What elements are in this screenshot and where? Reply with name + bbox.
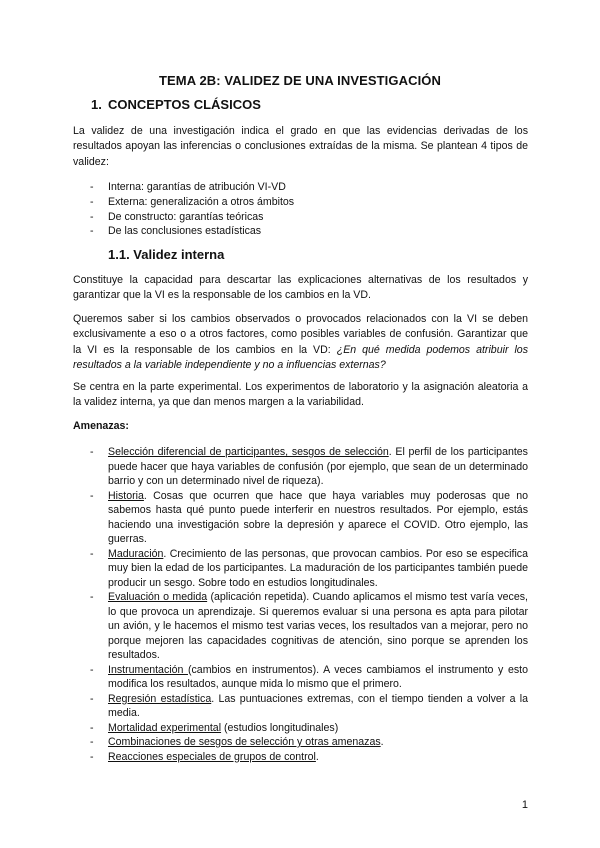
list-item: - Historia. Cosas que ocurren que hace que haya variables muy poderosas que no sabemos hasta qué punto puede interferir en nuestros resultados. Por ejemplo, estás haciendo una investigación sobre la depresión y aparece el COVID. Otro ejemplo, las guerras. (90, 489, 528, 545)
threats-heading: Amenazas: (73, 420, 129, 432)
subsection-heading: 1.1. Validez interna (108, 247, 225, 262)
paragraph-1: Constituye la capacidad para descartar las explicaciones alternativas de los resultados y garantizar que la VI es la responsable de los cambios en la VD. (73, 274, 528, 302)
threats-list (90, 445, 528, 764)
list-item: - Regresión estadística. Las puntuaciones extremas, con el tiempo tienden a volver a la media. (90, 692, 528, 719)
intro-paragraph: La validez de una investigación indica el grado en que las evidencias derivadas de los resultados apoyan las inferencias o conclusiones extraídas de la misma. Se plantean 4 tipos de validez: (73, 125, 528, 168)
list-item: - Selección diferencial de participantes, sesgos de selección. El perfil de los participantes puede hacer que haya variables de confusión (por ejemplo, que sean de un determinado barrio y con un determinado nivel de riqueza). (90, 446, 528, 487)
section-title: CONCEPTOS CLÁSICOS (108, 97, 261, 112)
list-item: - De constructo: garantías teóricas (90, 210, 264, 223)
validity-types-list (90, 180, 528, 239)
document-title: TEMA 2B: VALIDEZ DE UNA INVESTIGACIÓN (158, 73, 441, 88)
list-item: - Combinaciones de sesgos de selección y otras amenazas. (90, 736, 384, 748)
list-item: - Interna: garantías de atribución VI-VD (90, 181, 286, 193)
list-item: - Externa: generalización a otros ámbitos (90, 195, 295, 208)
section-number: 1. (91, 97, 102, 112)
section-heading (91, 97, 261, 112)
paragraph-3: Se centra en la parte experimental. Los experimentos de laboratorio y la asignación aleatoria a la validez interna, ya que dan menos margen a la variabilidad. (73, 381, 528, 409)
list-item: - Reacciones especiales de grupos de control. (90, 750, 319, 763)
page-number: 1 (521, 799, 528, 811)
list-item: - Evaluación o medida (aplicación repetida). Cuando aplicamos el mismo test varía veces, lo que provoca un aprendizaje. Si queremos evaluar si una persona es apta para pilotar un avión, y le hacemos el mismo test varias veces, los resultados van a mejorar, pero no porque mejoren las capacidades cognitivas de atención, sino porque se aprenden los resultados. (90, 591, 528, 661)
paragraph-2: Queremos saber si los cambios observados o provocados relacionados con la VI se deben exclusivamente a eso o a otros factores, como posibles variables de confusión. Garantizar que la VI es la responsable de los cambios en la VD: ¿En qué medida podemos atribuir los resultados a la variable independiente y no a influencias externas? (73, 313, 528, 371)
list-item: - Mortalidad experimental (estudios longitudinales) (90, 721, 339, 734)
list-item: - De las conclusiones estadísticas (90, 225, 262, 238)
list-item: - Instrumentación (cambios en instrumentos). A veces cambiamos el instrumento y esto modifica los resultados, aunque mida lo mismo que el primero. (90, 663, 528, 690)
list-item: - Maduración. Crecimiento de las personas, que provocan cambios. Por eso se especifica muy bien la edad de los participantes. La maduración de los participantes también puede producir un sesgo. Sobre todo en estudios longitudinales. (90, 547, 528, 589)
research-question: ¿En qué medida podemos atribuir los resultados a la variable independiente y no a influencias externas? (73, 343, 528, 371)
